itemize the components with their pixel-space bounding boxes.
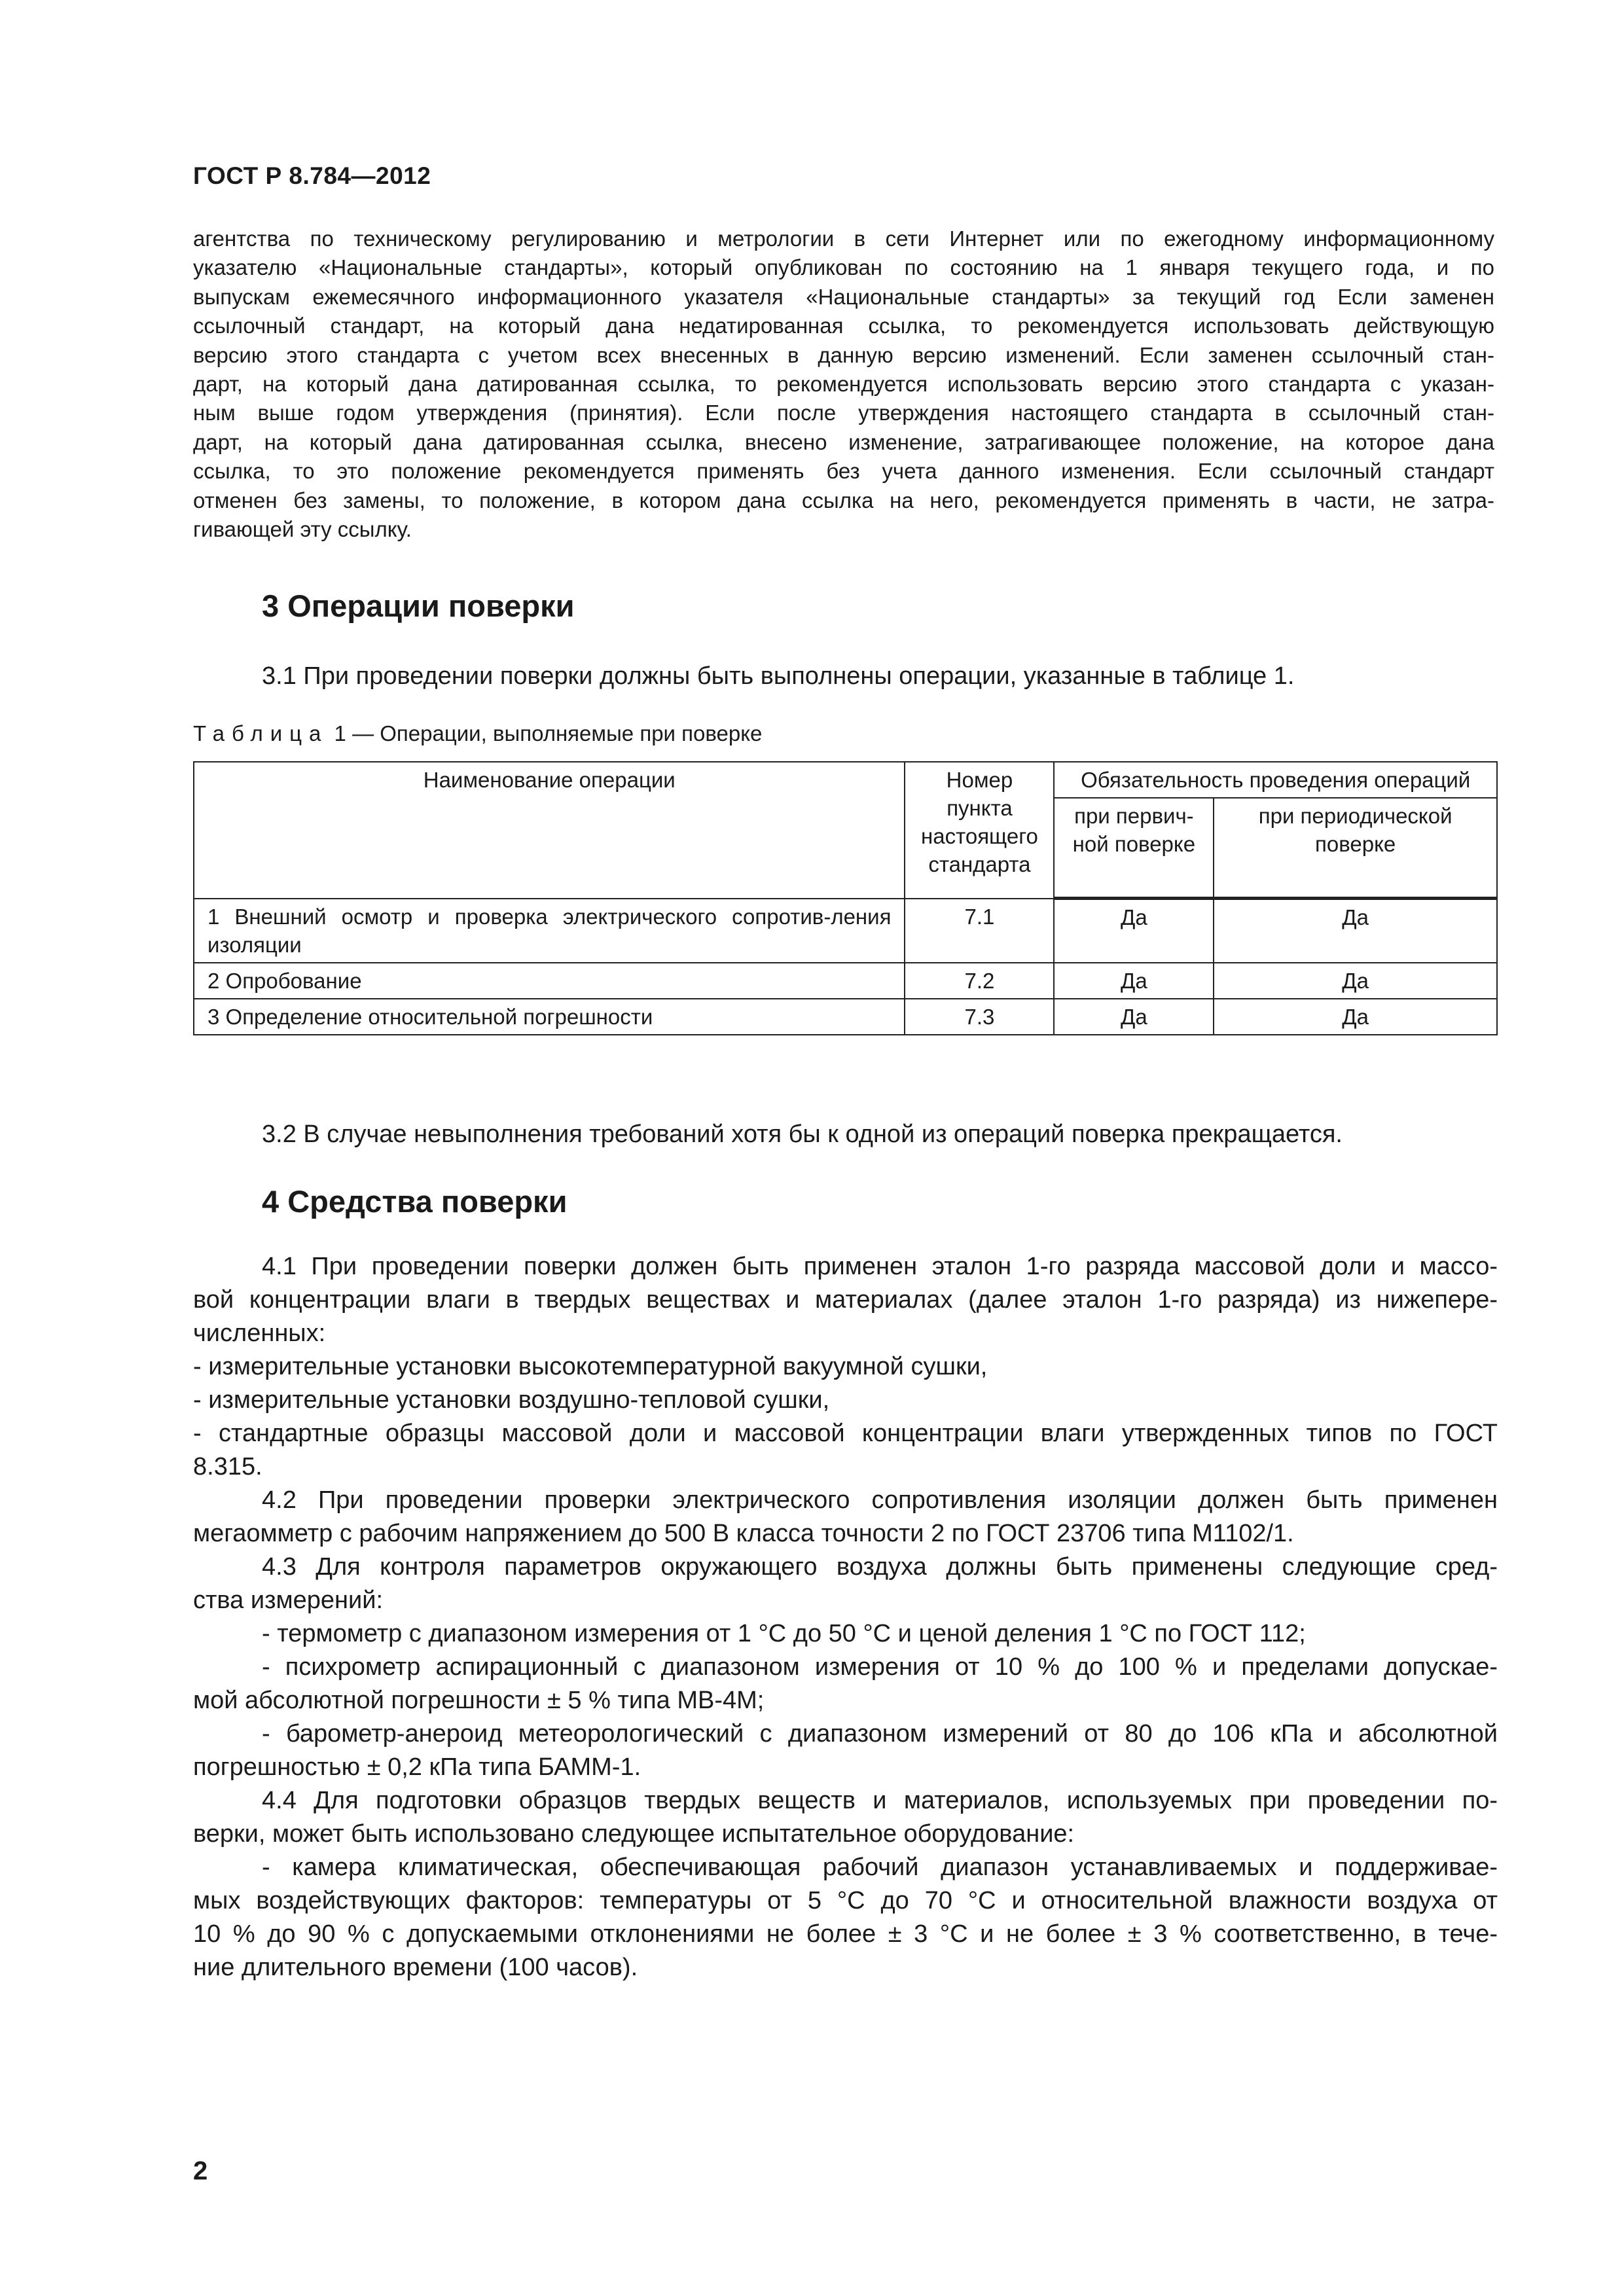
cell-primary: Да: [1054, 963, 1214, 999]
text-line: - камера климатическая, обеспечивающая рабочий диапазон устанавливаемых и поддерживае-: [262, 1854, 1498, 1881]
section-4-heading: 4 Средства поверки: [262, 1184, 568, 1219]
text-line: 10 % до 90 % с допускаемыми отклонениями не более ± 3 °С и не более ± 3 % соответственно, в тече-: [193, 1920, 1498, 1948]
text-line: численных:: [193, 1319, 326, 1347]
cell-periodic: Да: [1214, 999, 1497, 1035]
text-line: гивающей эту ссылку.: [193, 516, 412, 541]
col-header-obligation: Обязательность проведения операций: [1054, 762, 1497, 798]
table-caption-text: 1 — Операции, выполняемые при поверке: [328, 721, 763, 745]
intro-paragraph: [193, 224, 1494, 544]
cell-number: 7.2: [905, 963, 1054, 999]
text-line: вой концентрации влаги в твердых веществах и материалах (далее эталон 1-го разряда) из нижепере-: [193, 1286, 1498, 1314]
section-3-heading: 3 Операции поверки: [262, 588, 575, 623]
operations-table: [193, 761, 1498, 1035]
cell-operation: 1 Внешний осмотр и проверка электрического сопротив-ления изоляции: [194, 899, 905, 963]
text-line: версию этого стандарта с учетом всех внесенных в данную версию изменений. Если заменен ссылочный стан-: [193, 342, 1494, 367]
text-line: мых воздействующих факторов: температуры от 5 °С до 70 °С и относительной влажности воздуха от: [193, 1887, 1498, 1914]
table-caption-label: Таблица: [193, 721, 329, 745]
text-line: указателю «Национальные стандарты», который опубликован по состоянию на 1 января текущего года, и по: [193, 255, 1494, 280]
cell-number: 7.3: [905, 999, 1054, 1035]
col-header-operation: Наименование операции: [194, 762, 905, 899]
text-line: - термометр с диапазоном измерения от 1 °С до 50 °С и ценой деления 1 °С по ГОСТ 112;: [262, 1620, 1306, 1647]
cell-number: 7.1: [905, 899, 1054, 963]
cell-operation: 2 Опробование: [194, 963, 905, 999]
text-line: верки, может быть использовано следующее испытательное оборудование:: [193, 1820, 1075, 1848]
text-line: - психрометр аспирационный с диапазоном измерения от 10 % до 100 % и пределами допускае-: [262, 1653, 1498, 1681]
page-number: 2: [193, 2157, 208, 2185]
text-line: ссылочный стандарт, на который дана недатированная ссылка, то рекомендуется использовать действующую: [193, 314, 1494, 338]
text-line: - стандартные образцы массовой доли и массовой концентрации влаги утвержденных типов по ГОСТ: [193, 1420, 1498, 1447]
table-row: [194, 899, 1497, 963]
text-line: погрешностью ± 0,2 кПа типа БАММ-1.: [193, 1753, 641, 1781]
text-line: дарт, на который дана датированная ссылка, внесено изменение, затрагивающее положение, на которое дана: [193, 429, 1494, 454]
section-4-body: [193, 1250, 1498, 1984]
cell-primary: Да: [1054, 899, 1214, 963]
text-line: 4.3 Для контроля параметров окружающего воздуха должны быть применены следующие сред-: [262, 1553, 1498, 1581]
text-line: мегаомметр с рабочим напряжением до 500 В класса точности 2 по ГОСТ 23706 типа М1102/1.: [193, 1520, 1294, 1547]
paragraph-3-1: 3.1 При проведении поверки должны быть выполнены операции, указанные в таблице 1.: [262, 662, 1295, 690]
text-line: 4.4 Для подготовки образцов твердых веществ и материалов, используемых при проведении по-: [262, 1787, 1498, 1814]
cell-periodic: Да: [1214, 963, 1497, 999]
text-line: - измерительные установки воздушно-тепловой сушки,: [193, 1386, 830, 1414]
cell-periodic: Да: [1214, 899, 1497, 963]
cell-primary: Да: [1054, 999, 1214, 1035]
table-row: [194, 963, 1497, 999]
text-line: отменен без замены, то положение, в котором дана ссылка на него, рекомендуется применять в части, не затра-: [193, 488, 1494, 512]
text-line: мой абсолютной погрешности ± 5 % типа МВ-4М;: [193, 1687, 765, 1714]
text-line: 4.1 При проведении поверки должен быть применен эталон 1-го разряда массовой доли и массо-: [262, 1253, 1498, 1280]
col-header-primary: при первич-ной поверке: [1054, 798, 1214, 899]
text-line: - барометр-анероид метеорологический с диапазоном измерений от 80 до 106 кПа и абсолютной: [262, 1720, 1498, 1748]
text-line: 8.315.: [193, 1453, 262, 1480]
text-line: ным выше годом утверждения (принятия). Если после утверждения настоящего стандарта в ссылочный стан-: [193, 401, 1494, 425]
cell-operation: 3 Определение относительной погрешности: [194, 999, 905, 1035]
col-header-periodic: при периодической поверке: [1214, 798, 1497, 899]
text-line: ние длительного времени (100 часов).: [193, 1954, 638, 1981]
col-header-number: Номер пункта настоящего стандарта: [905, 762, 1054, 899]
text-line: - измерительные установки высокотемпературной вакуумной сушки,: [193, 1353, 988, 1380]
text-line: выпускам ежемесячного информационного указателя «Национальные стандарты» за текущий год Если заменен: [193, 284, 1494, 309]
text-line: агентства по техническому регулированию и метрологии в сети Интернет или по ежегодному информационному: [193, 226, 1494, 251]
paragraph-3-2: 3.2 В случае невыполнения требований хотя бы к одной из операций поверка прекращается.: [262, 1121, 1343, 1148]
table-caption: [193, 721, 762, 746]
table-row: [194, 999, 1497, 1035]
document-code: ГОСТ Р 8.784—2012: [193, 162, 431, 189]
text-line: ства измерений:: [193, 1587, 384, 1614]
text-line: 4.2 При проведении проверки электрического сопротивления изоляции должен быть применен: [262, 1486, 1498, 1514]
text-line: дарт, на который дана датированная ссылка, то рекомендуется использовать версию этого стандарта с указан-: [193, 371, 1494, 396]
text-line: ссылка, то это положение рекомендуется применять без учета данного изменения. Если ссылочный стандарт: [193, 459, 1494, 484]
